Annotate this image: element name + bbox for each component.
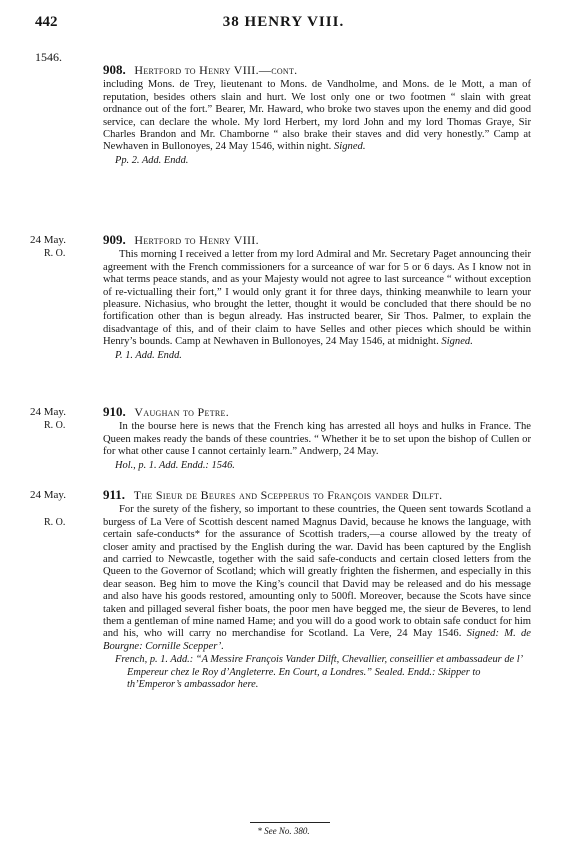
entry-title: The Sieur de Beures and Scepperus to François vander Dilft.	[133, 488, 443, 502]
entry-source: R. O.	[44, 517, 66, 528]
entry-text: In the bourse here is news that the French king has arrested all hoys and hulks in France. The Queen makes ready the bands of these countries. “ Whether it be to set upon the bishop of Cullen or for what other cause I cannot certainly learn.” Andwerp, 24 May.	[103, 421, 531, 458]
entry-heading	[103, 234, 531, 248]
entry-source: R. O.	[44, 420, 66, 431]
entry-source: R. O.	[44, 248, 66, 259]
entry-heading	[103, 489, 531, 503]
entry-title: Hertford to Henry VIII.	[134, 233, 259, 247]
entry-margin	[30, 406, 100, 432]
entry-text: including Mons. de Trey, lieutenant to Mons. de Vandholme, and Mons. de le Mott, a man of reputation, besides others slain and hurt. We lost only one or two footmen “ slain with great ordnance out of the fort.” Bearer, Mr. Haward, who broke two staves upon the enemy and did good service, can declare the whole. My lord Herbert, my lord John and my lord Thomas Graye, Sir Charles Brandon and Mr. Chamborne “ also brake their staves and did very honestly.” Camp at Newhaven in Bullonoyes, 24 May 1546, within night. Signed.	[103, 79, 531, 153]
signed-note: Signed.	[441, 336, 473, 348]
running-title: 38 HENRY VIII.	[222, 14, 345, 30]
endorsement: P. 1. Add. Endd.	[115, 349, 182, 361]
entry-title: Hertford to Henry VIII.	[134, 63, 259, 77]
year-marker: 1546.	[35, 50, 62, 64]
page-number: 442	[35, 14, 58, 30]
footnote: * See No. 380.	[257, 826, 310, 836]
entry-number: 908.	[103, 62, 126, 77]
endorsement: Hol., p. 1. Add. Endd.: 1546.	[115, 459, 235, 471]
entry-text: This morning I received a letter from my lord Admiral and Mr. Secretary Paget announcing their agreement with the French commissioners for a surceance of war for 5 or 6 days. As I know not in what terms peace stands, and as your Majesty would not agree to last surceance “ without exception of re-victualling their fort,” I would only grant it for three days, thinking meanwhile to learn your pleasure. Nichasius, who brought the letter, thought it would be concluded that there should be no fortification other than is begun already. Has instructed bearer, Sir Thos. Palmer, to explain the disadvantage of this, and of their claim to have Selles and other pieces which should be within Henry’s bounds. Camp at Newhaven in Bullonoyes, 24 May 1546, at midnight. Signed.	[103, 249, 531, 348]
entry-number: 911.	[103, 487, 126, 502]
entry-heading	[103, 64, 531, 78]
endorsement: Pp. 2. Add. Endd.	[115, 154, 189, 166]
signed-note: Signed: M. de Bourgne: Cornille Scepper’.	[103, 628, 531, 652]
entry-title-suffix: —cont.	[258, 63, 298, 77]
entry-title: Vaughan to Petre.	[134, 405, 230, 419]
page-header	[0, 14, 567, 36]
entry-heading	[103, 406, 531, 420]
entry-date: 24 May.	[30, 489, 66, 501]
entry-margin	[30, 489, 100, 529]
signed-note: Signed.	[334, 141, 366, 153]
entry-text: For the surety of the fishery, so important to these countries, the Queen sent towards Scotland a burgess of La Vere of Scottish descent named Magnus David, because he knows the language, with certain safe-conducts* for the assurance of Scottish traders,—a course allowed by the treaty of closer amity and practised by the English during the war. David has been captured by the English and carried to Newcastle, together with the said safe-conducts and certain closed letters from the Queen to the Governor of Scotland; which will greatly frighten the fishermen, and especially in this dear season. Beg him to move the King’s council that David may be released and do his message and also have his goods restored, amounting only to 500fl. Moreover, because the Scots have since taken and pillaged several fisher boats, the poor men have begged me, the sieur de Beveres, to lend them a gentleman of mine named Hame; and you will do a good work to obtain safe conduct for him and his, who will carry no merchandise for Scotland. La Vere, 24 May 1546. Signed: M. de Bourgne: Cornille Scepper’.	[103, 504, 531, 652]
footnote-rule	[250, 822, 330, 823]
entry-number: 910.	[103, 404, 126, 419]
entry-margin	[30, 234, 100, 260]
endorsement: French, p. 1. Add.: “A Messire François Vander Dilft, Chevallier, conseillier et ambassadeur de l’ Empereur chez le Roy d’Angleterre. En Court, a Londres.” Sealed. Endd.: Skipper to th’Emperor’s ambassador here.	[115, 654, 522, 691]
entry-date: 24 May.	[30, 406, 66, 418]
entry-number: 909.	[103, 232, 126, 247]
entry-date: 24 May.	[30, 234, 66, 246]
